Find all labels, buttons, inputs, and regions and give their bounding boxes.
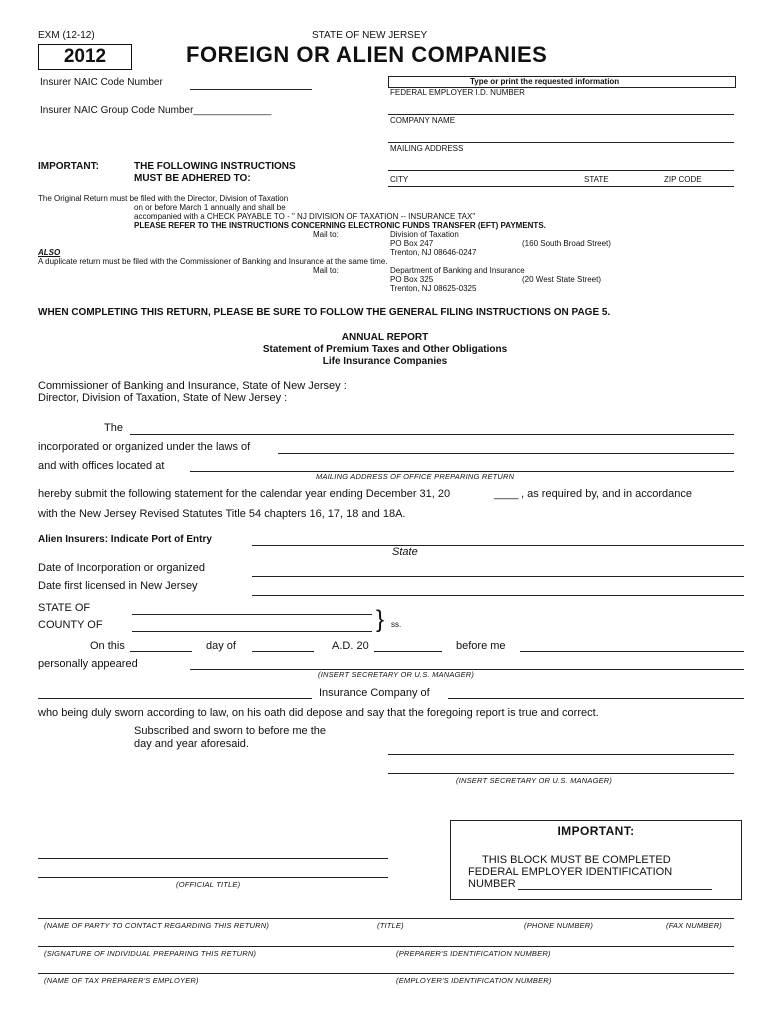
employer-name-caption: (NAME OF TAX PREPARER'S EMPLOYER) (44, 976, 199, 985)
report-title: ANNUAL REPORT (341, 332, 429, 343)
city-state-zip-input[interactable] (388, 186, 734, 187)
personally-label: personally appeared (38, 658, 138, 670)
laws-of-input[interactable] (278, 453, 734, 454)
form-title: FOREIGN OR ALIEN COMPANIES (186, 42, 548, 67)
employer-id-caption: (EMPLOYER'S IDENTIFICATION NUMBER) (396, 976, 552, 985)
addr2-line2: PO Box 325 (390, 275, 434, 284)
type-print-note: Type or print the requested information (470, 77, 620, 86)
box-fein-input[interactable] (518, 889, 712, 890)
box-title: IMPORTANT: (557, 824, 635, 838)
on-this-input[interactable] (130, 651, 192, 652)
fein-input[interactable] (388, 114, 734, 115)
ins-co-label: Insurance Company of (319, 687, 430, 699)
fein-label: FEDERAL EMPLOYER I.D. NUMBER (390, 88, 525, 97)
fax-caption: (FAX NUMBER) (666, 921, 723, 930)
instr-eft: PLEASE REFER TO THE INSTRUCTIONS CONCERNING ELECTRONIC FUNDS TRANSFER (EFT) PAYMENTS. (134, 221, 546, 230)
box-line3: NUMBER (468, 878, 516, 890)
also-label: ALSO (38, 248, 61, 257)
addressee-commissioner: Commissioner of Banking and Insurance, State of New Jersey : (38, 380, 347, 392)
naic-code-input[interactable] (190, 89, 312, 90)
ins-co-input[interactable] (448, 698, 744, 699)
naic-code-label: Insurer NAIC Code Number (40, 77, 163, 88)
company-name-input[interactable] (388, 142, 734, 143)
official-name-line[interactable] (38, 858, 388, 859)
instr-p2: on or before March 1 annually and shall be (134, 203, 286, 212)
addr1-line2: PO Box 247 (390, 239, 434, 248)
insurance-name-input[interactable] (38, 698, 312, 699)
date-lic-input[interactable] (252, 595, 744, 596)
insert-secretary-caption-1: (INSERT SECRETARY OR U.S. MANAGER) (318, 670, 475, 679)
ad-input[interactable] (374, 651, 442, 652)
date-inc-input[interactable] (252, 576, 744, 577)
statutes-text: with the New Jersey Revised Statutes Title 54 chapters 16, 17, 18 and 18A. (38, 508, 406, 520)
brace: } (376, 606, 385, 633)
addr1-line1: Division of Taxation (390, 230, 459, 239)
official-title-line[interactable] (38, 877, 388, 878)
year-blank[interactable]: ____ (494, 488, 519, 500)
report-type: Life Insurance Companies (322, 356, 448, 367)
city-label: CITY (390, 175, 409, 184)
naic-group-label[interactable]: Insurer NAIC Group Code Number______________ (40, 105, 272, 116)
subscribed-line2: day and year aforesaid. (134, 738, 249, 750)
mail-to-2: Mail to: (313, 266, 339, 275)
form-code: EXM (12-12) (38, 30, 95, 41)
mail-to-1: Mail to: (313, 230, 339, 239)
instr-p1: The Original Return must be filed with the Director, Division of Taxation (38, 194, 289, 203)
ad-label: A.D. 20 (332, 640, 369, 652)
mailing-address-label: MAILING ADDRESS (390, 144, 464, 153)
incorporated-label: incorporated or organized under the laws of (38, 441, 251, 453)
day-of-label: day of (206, 640, 236, 652)
as-required-text: , as required by, and in accordance (521, 488, 693, 500)
box-line2: FEDERAL EMPLOYER IDENTIFICATION (468, 866, 673, 878)
mailing-address-input[interactable] (388, 170, 734, 171)
preparer-id-caption: (PREPARER'S IDENTIFICATION NUMBER) (396, 949, 551, 958)
state-heading: STATE OF NEW JERSEY (312, 30, 428, 41)
important-line2: MUST BE ADHERED TO: (134, 173, 251, 184)
addressee-director: Director, Division of Taxation, State of New Jersey : (38, 392, 288, 404)
addr1-line3: Trenton, NJ 08646-0247 (390, 248, 477, 257)
state-of-label: STATE OF (38, 602, 91, 614)
zip-label: ZIP CODE (664, 175, 702, 184)
day-of-input[interactable] (252, 651, 314, 652)
contact-caption: (NAME OF PARTY TO CONTACT REGARDING THIS RETURN) (44, 921, 270, 930)
port-of-entry-input[interactable] (252, 545, 744, 546)
title-caption: (TITLE) (377, 921, 404, 930)
phone-caption: (PHONE NUMBER) (524, 921, 594, 930)
addr2-line3: Trenton, NJ 08625-0325 (390, 284, 477, 293)
alien-label: Alien Insurers: Indicate Port of Entry (38, 534, 212, 545)
year-box: 2012 (38, 44, 132, 70)
instr-p3: accompanied with a CHECK PAYABLE TO - " NJ DIVISION OF TAXATION -- INSURANCE TAX" (134, 212, 476, 221)
company-name-label: COMPANY NAME (390, 116, 456, 125)
employer-line[interactable] (38, 973, 734, 974)
date-inc-label: Date of Incorporation or organized (38, 562, 205, 574)
hereby-text: hereby submit the following statement for the calendar year ending December 31, 20 (38, 488, 451, 500)
important-line1: THE FOLLOWING INSTRUCTIONS (134, 161, 296, 172)
signature-caption: (SIGNATURE OF INDIVIDUAL PREPARING THIS RETURN) (44, 949, 257, 958)
on-this-label: On this (90, 640, 125, 652)
mailing-caption: MAILING ADDRESS OF OFFICE PREPARING RETURN (316, 472, 515, 481)
signature-line-2[interactable] (388, 773, 734, 774)
the-label: The (104, 422, 123, 434)
duplicate-note: A duplicate return must be filed with the Commissioner of Banking and Insurance at the same time. (38, 257, 388, 266)
date-lic-label: Date first licensed in New Jersey (38, 580, 198, 592)
state-caption: State (392, 546, 418, 558)
signature-line-1[interactable] (388, 754, 734, 755)
before-me-label: before me (456, 640, 506, 652)
ss-label: ss. (391, 620, 402, 629)
signature-preparer-line[interactable] (38, 946, 734, 947)
county-of-label: COUNTY OF (38, 619, 103, 631)
addr2-street: (20 West State Street) (522, 275, 601, 284)
important-label: IMPORTANT: (38, 161, 99, 172)
insert-secretary-caption-2: (INSERT SECRETARY OR U.S. MANAGER) (456, 776, 613, 785)
state-of-input[interactable] (132, 614, 372, 615)
box-line1: THIS BLOCK MUST BE COMPLETED (482, 854, 671, 866)
county-of-input[interactable] (132, 631, 372, 632)
sworn-text: who being duly sworn according to law, on his oath did depose and say that the foregoing report is true and correct. (38, 707, 599, 719)
before-me-input[interactable] (520, 651, 744, 652)
company-input[interactable] (130, 434, 734, 435)
offices-label: and with offices located at (38, 460, 165, 472)
official-title-caption: (OFFICIAL TITLE) (176, 880, 241, 889)
subscribed-line1: Subscribed and sworn to before me the (134, 725, 327, 737)
addr2-line1: Department of Banking and Insurance (390, 266, 525, 275)
addr1-street: (160 South Broad Street) (522, 239, 611, 248)
state-label: STATE (584, 175, 609, 184)
contact-line[interactable] (38, 918, 734, 919)
general-filing-note: WHEN COMPLETING THIS RETURN, PLEASE BE SURE TO FOLLOW THE GENERAL FILING INSTRUCTIONS ON PAGE 5. (38, 307, 611, 318)
report-subtitle: Statement of Premium Taxes and Other Obligations (262, 344, 508, 355)
